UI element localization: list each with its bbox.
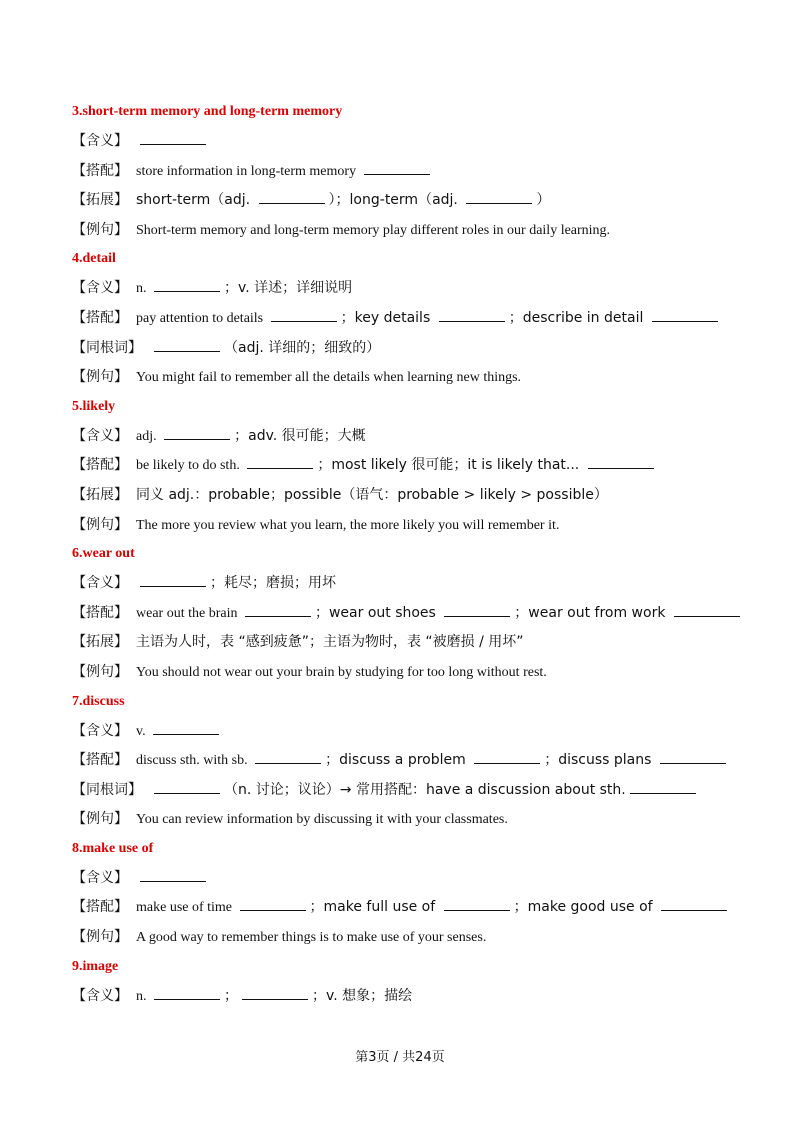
entry-text: ；v. 想象；描绘 bbox=[312, 987, 413, 1004]
entry-text: ；adv. 很可能；大概 bbox=[234, 427, 366, 444]
entry-text: Short-term memory and long-term memory play different roles in our daily learning. bbox=[136, 222, 611, 238]
entry-tag: 【搭配】 bbox=[72, 309, 128, 326]
answer-blank[interactable] bbox=[271, 307, 337, 322]
entry-text: You might fail to remember all the details when learning new things. bbox=[136, 370, 522, 386]
answer-blank[interactable] bbox=[154, 337, 220, 352]
worksheet-content bbox=[72, 100, 732, 1013]
answer-blank[interactable] bbox=[364, 160, 430, 175]
answer-blank[interactable] bbox=[247, 454, 313, 469]
entry-text: ） bbox=[536, 192, 551, 209]
entry-tag: 【拓展】 bbox=[72, 634, 128, 651]
answer-blank[interactable] bbox=[661, 896, 727, 911]
entry-text: ；wear out from work bbox=[514, 604, 670, 621]
answer-blank[interactable] bbox=[630, 779, 696, 794]
entry-text: ；key details bbox=[340, 309, 435, 326]
answer-blank[interactable] bbox=[242, 985, 308, 1000]
entry-tag: 【含义】 bbox=[72, 869, 128, 886]
answer-blank[interactable] bbox=[140, 572, 206, 587]
entry-text: A good way to remember things is to make use of your senses. bbox=[136, 930, 487, 946]
entry-line bbox=[72, 306, 732, 336]
entry-line bbox=[72, 601, 732, 631]
answer-blank[interactable] bbox=[259, 189, 325, 204]
entry-line bbox=[72, 719, 732, 749]
entry-text: ；most likely 很可能；it is likely that... bbox=[317, 457, 584, 474]
entry-tag: 【含义】 bbox=[72, 427, 128, 444]
entry-line bbox=[72, 807, 732, 837]
entry-tag: 【含义】 bbox=[72, 133, 128, 149]
entry-text: ； bbox=[224, 987, 238, 1004]
entry-line bbox=[72, 513, 732, 543]
entry-text: 主语为人时，表 “感到疲惫”；主语为物时，表 “被磨损 / 用坏” bbox=[136, 634, 524, 651]
answer-blank[interactable] bbox=[154, 779, 220, 794]
entry-text: ；discuss plans bbox=[544, 752, 656, 769]
entry-line bbox=[72, 630, 732, 660]
answer-blank[interactable] bbox=[660, 749, 726, 764]
entry-text: ；make good use of bbox=[513, 899, 658, 916]
entry-text: ；v. 详述；详细说明 bbox=[224, 280, 353, 297]
entry-line bbox=[72, 571, 732, 601]
answer-blank[interactable] bbox=[245, 602, 311, 617]
entry-text: ；wear out shoes bbox=[314, 604, 441, 621]
answer-blank[interactable] bbox=[652, 307, 718, 322]
entry-tag: 【例句】 bbox=[72, 811, 128, 828]
entry-text: be likely to do sth. bbox=[136, 458, 244, 474]
entry-tag: 【例句】 bbox=[72, 369, 128, 386]
section-heading: 7.discuss bbox=[72, 693, 125, 709]
answer-blank[interactable] bbox=[140, 130, 206, 145]
section-heading: 6.wear out bbox=[72, 546, 135, 562]
entry-text: ；describe in detail bbox=[508, 309, 648, 326]
answer-blank[interactable] bbox=[154, 985, 220, 1000]
answer-blank[interactable] bbox=[444, 896, 510, 911]
answer-blank[interactable] bbox=[154, 277, 220, 292]
entry-line bbox=[72, 159, 732, 189]
entry-tag: 【含义】 bbox=[72, 575, 128, 592]
entry-tag: 【例句】 bbox=[72, 516, 128, 533]
entry-tag: 【含义】 bbox=[72, 987, 128, 1004]
entry-line bbox=[72, 218, 732, 248]
entry-text: v. bbox=[136, 723, 150, 739]
entry-text: （adj. 详细的；细致的） bbox=[224, 339, 381, 356]
answer-blank[interactable] bbox=[140, 867, 206, 882]
entry-text: adj. bbox=[136, 428, 161, 444]
entry-line bbox=[72, 483, 732, 513]
entry-text: pay attention to details bbox=[136, 310, 267, 326]
entry-text: n. bbox=[136, 988, 150, 1004]
entry-tag: 【搭配】 bbox=[72, 457, 128, 474]
answer-blank[interactable] bbox=[240, 896, 306, 911]
entry-line bbox=[72, 188, 732, 218]
answer-blank[interactable] bbox=[164, 425, 230, 440]
entry-tag: 【例句】 bbox=[72, 663, 128, 680]
entry-line bbox=[72, 778, 732, 808]
entry-tag: 【同根词】 bbox=[72, 339, 142, 356]
entry-line bbox=[72, 895, 732, 925]
section-heading: 4.detail bbox=[72, 251, 116, 267]
section-heading: 9.image bbox=[72, 958, 119, 974]
entry-text: The more you review what you learn, the more likely you will remember it. bbox=[136, 517, 560, 533]
entry-tag: 【含义】 bbox=[72, 722, 128, 739]
entry-tag: 【同根词】 bbox=[72, 781, 142, 798]
entry-tag: 【例句】 bbox=[72, 929, 128, 946]
answer-blank[interactable] bbox=[474, 749, 540, 764]
entry-text: You should not wear out your brain by studying for too long without rest. bbox=[136, 664, 547, 680]
answer-blank[interactable] bbox=[255, 749, 321, 764]
page-footer: 第3页 / 共24页 bbox=[355, 1050, 445, 1065]
section-heading: 8.make use of bbox=[72, 840, 154, 856]
entry-line bbox=[72, 453, 732, 483]
entry-tag: 【拓展】 bbox=[72, 192, 128, 209]
entry-line bbox=[72, 866, 732, 896]
entry-text: store information in long-term memory bbox=[136, 163, 360, 179]
entry-text: make use of time bbox=[136, 900, 236, 916]
entry-line bbox=[72, 424, 732, 454]
entry-text: n. bbox=[136, 281, 150, 297]
section-heading: 3.short-term memory and long-term memory bbox=[72, 104, 343, 119]
entry-tag: 【搭配】 bbox=[72, 604, 128, 621]
entry-text: short-term（adj. bbox=[136, 192, 255, 209]
answer-blank[interactable] bbox=[444, 602, 510, 617]
answer-blank[interactable] bbox=[466, 189, 532, 204]
entry-text: （n. 讨论；议论）→ 常用搭配：have a discussion about sth. bbox=[224, 781, 626, 798]
entry-text: ；耗尽；磨损；用坏 bbox=[210, 575, 336, 592]
entry-text: discuss sth. with sb. bbox=[136, 753, 252, 769]
entry-line bbox=[72, 336, 732, 366]
entry-text: 同义 adj.：probable；possible（语气：probable > likely > possible） bbox=[136, 486, 608, 503]
entry-line bbox=[72, 925, 732, 955]
entry-text: wear out the brain bbox=[136, 605, 241, 621]
entry-tag: 【例句】 bbox=[72, 221, 128, 238]
entry-text: ）；long-term（adj. bbox=[328, 192, 463, 209]
answer-blank[interactable] bbox=[588, 454, 654, 469]
answer-blank[interactable] bbox=[439, 307, 505, 322]
entry-text: ；discuss a problem bbox=[325, 752, 471, 769]
entry-tag: 【含义】 bbox=[72, 280, 128, 297]
entry-line bbox=[72, 748, 732, 778]
entry-line bbox=[72, 660, 732, 690]
entry-line bbox=[72, 365, 732, 395]
section-heading: 5.likely bbox=[72, 398, 116, 414]
entry-text: You can review information by discussing it with your classmates. bbox=[136, 812, 508, 828]
entry-line bbox=[72, 276, 732, 306]
answer-blank[interactable] bbox=[674, 602, 740, 617]
entry-tag: 【搭配】 bbox=[72, 162, 128, 179]
entry-tag: 【拓展】 bbox=[72, 486, 128, 503]
entry-tag: 【搭配】 bbox=[72, 752, 128, 769]
entry-line bbox=[72, 984, 732, 1014]
answer-blank[interactable] bbox=[153, 720, 219, 735]
entry-text: ；make full use of bbox=[309, 899, 440, 916]
entry-line bbox=[72, 129, 732, 159]
entry-tag: 【搭配】 bbox=[72, 899, 128, 916]
